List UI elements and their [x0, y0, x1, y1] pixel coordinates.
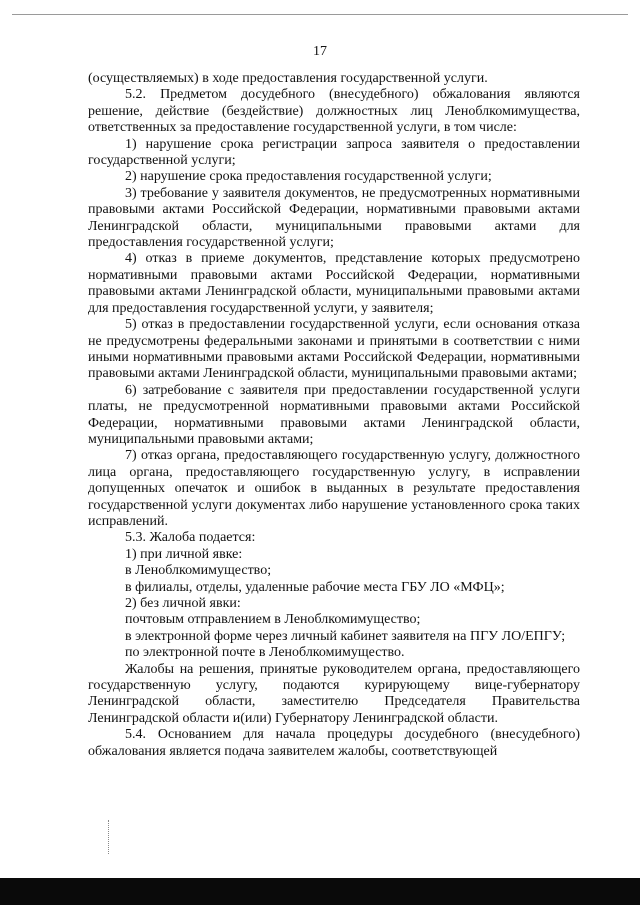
paragraph: 2) нарушение срока предоставления государственной услуги;: [125, 169, 492, 185]
paragraph: 5.4. Основанием для начала процедуры досудебного (внесудебного) обжалования является подача заявителем жалобы, соответствующей: [88, 727, 580, 759]
paragraph: 5.2. Предметом досудебного (внесудебного) обжалования являются решение, действие (бездействие) должностных лиц Леноблкомимущества, ответственных за предоставление государственной услуги, в том числе:: [88, 87, 580, 136]
paragraph: 7) отказ органа, предоставляющего государственную услугу, должностного лица органа, предоставляющего государственную услугу, в исправлении допущенных опечаток и ошибок в выданных в результате предоставления государственной услуги документах либо нарушение установленного срока таких исправлений.: [88, 448, 580, 529]
paragraph: в Леноблкомимущество;: [125, 563, 272, 579]
paragraph: 5) отказ в предоставлении государственной услуги, если основания отказа не предусмотрены федеральными законами и принятыми в соответствии с ними иными нормативными правовыми актами Российской Федерации, нормативными правовыми актами Ленинградской области, муниципальными правовыми актами;: [88, 317, 580, 382]
scan-bottom-band: [0, 878, 640, 905]
document-body: [88, 71, 580, 760]
paragraph: по электронной почте в Леноблкомимущество.: [125, 645, 405, 661]
paragraph: 1) при личной явке:: [125, 546, 243, 562]
paragraph: (осуществляемых) в ходе предоставления государственной услуги.: [88, 71, 488, 86]
paragraph: Жалобы на решения, принятые руководителем органа, предоставляющего государственную услугу, подаются курирующему вице-губернатору Ленинградской области, заместителю Председателя Правительства Ленинградской области и(или) Губернатору Ленинградской области.: [88, 661, 580, 726]
scan-margin-mark: [108, 820, 110, 854]
paragraph: 4) отказ в приеме документов, представление которых предусмотрено нормативными правовыми актами Российской Федерации, нормативными правовыми актами Ленинградской области, муниципальными правовыми актами для предоставления государственной услуги, у заявителя;: [88, 251, 580, 316]
paragraph: почтовым отправлением в Леноблкомимущество;: [125, 612, 421, 628]
paragraph: 3) требование у заявителя документов, не предусмотренных нормативными правовыми актами Российской Федерации, нормативными правовыми актами Ленинградской области, муниципальными правовыми актами для предоставления государственной услуги;: [88, 185, 580, 251]
paragraph: в филиалы, отделы, удаленные рабочие места ГБУ ЛО «МФЦ»;: [125, 579, 505, 595]
paragraph: в электронной форме через личный кабинет заявителя на ПГУ ЛО/ЕПГУ;: [125, 628, 566, 644]
page-number: 17: [313, 44, 327, 59]
paragraph: 6) затребование с заявителя при предоставлении государственной услуги платы, не предусмотренной нормативными правовыми актами Российской Федерации, нормативными правовыми актами Ленинградской области, муниципальными правовыми актами;: [88, 382, 580, 447]
paragraph: 5.3. Жалоба подается:: [125, 530, 256, 546]
scan-top-edge: [12, 14, 628, 15]
paragraph: 2) без личной явки:: [125, 596, 241, 611]
paragraph: 1) нарушение срока регистрации запроса заявителя о предоставлении государственной услуги;: [88, 136, 580, 169]
